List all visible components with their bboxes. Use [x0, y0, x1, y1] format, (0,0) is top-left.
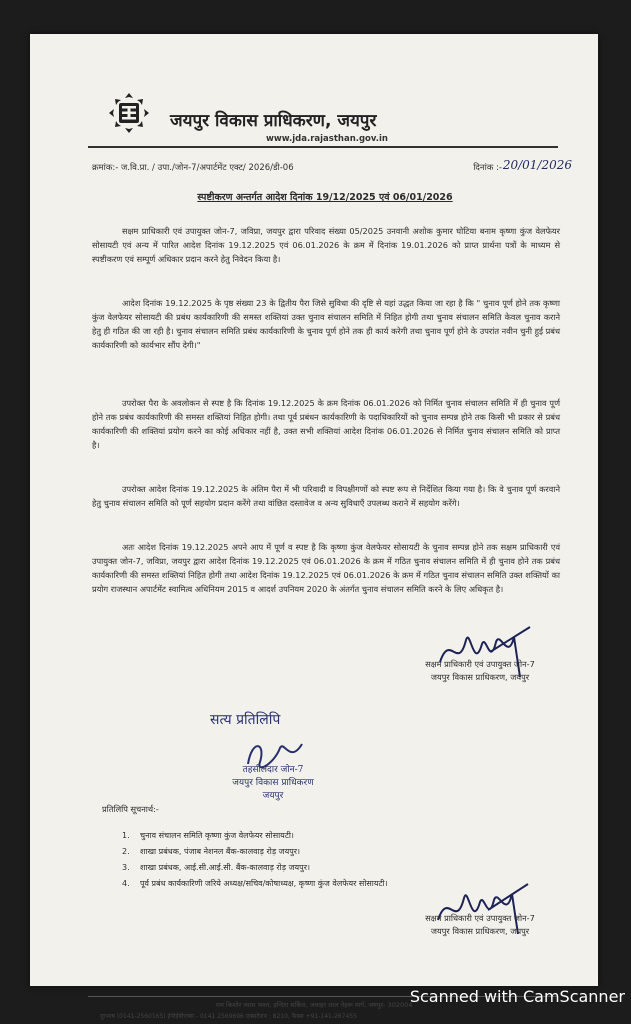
footer-address: राम किशोर व्यास भवन, इन्दिरा सर्किल, जवाहर लाल नेहरू मार्ग, जयपुर- 302004 — [215, 1001, 413, 1009]
signatory-org: जयपुर विकास प्राधिकरण, जयपुर — [430, 926, 530, 936]
paragraph-4: उपरोक्त आदेश दिनांक 19.12.2025 के अंतिम पैरा में भी परिवादी व विपक्षीगणों को स्पष्ट रूप से निर्देशित किया गया है। कि वे चुनाव पूर्ण करवाने हेतु चुनाव संचालन समिति को पूर्ण सहयोग प्रदान करेंगे तथा वांछित दस्तावेज व अन्य सुविधाएँ उपलब्ध कराने में सहयोग करेंगे। — [92, 484, 560, 509]
list-item: 3. शाखा प्रबंधक, आई.सी.आई.सी. बैंक-कालवाड़ रोड़ जयपुर। — [122, 863, 310, 872]
reference-number: क्रमांक:- ज.वि.प्रा. / उपा./जोन-7/अपार्टमेंट एक्ट/ 2026/डी-06 — [92, 163, 294, 173]
list-item: 4. पूर्व प्रबंध कार्यकारिणी जरिये अध्यक्ष/सचिव/कोषाध्यक्ष, कृष्णा कुंज वेलफेयर सोसायटी। — [122, 879, 388, 888]
header-divider — [88, 146, 558, 148]
list-item: 1. चुनाव संचालन समिति कृष्णा कुंज वेलफेयर सोसायटी। — [122, 831, 294, 840]
paragraph-2: आदेश दिनांक 19.12.2025 के पृष्ठ संख्या 23 के द्वितीय पैरा जिसे सुविधा की दृष्टि से यहां उद्धत किया जा रहा है कि " चुनाव पूर्ण होने तक कृष्णा कुंज वेलफेयर सोसायटी की प्रबंध कार्यकारिणी की समस्त शक्तियां उक्त चुनाव संचालन समिति में निहित होगी तथा चुनाव संचालन समिति केवल चुनाव कराने हेतु ही गठित की जा रही है। चुनाव संचालन समिति प्रबंध कार्यकारिणी के चुनाव पूर्ण होने तक ही कार्य करेगी तथा चुनाव पूर्ण होने के उपरांत नवीन चुनी हुई प्रबंध कार्यकारिणी को कार्यभार सौंप देगी।" — [92, 298, 560, 351]
paragraph-3: उपरोक्त पैरा के अवलोकन से स्पष्ट है कि दिनांक 19.12.2025 के क्रम दिनांक 06.01.2026 को निर्मित चुनाव संचालन समिति में ही चुनाव पूर्ण होने तक प्रबंध कार्यकारिणी की समस्त शक्तियां निहित होगी। तथा पूर्व प्रबंधन कार्यकारिणी के पदाधिकारियों को चुनाव सम्पन्न होने तक किसी भी प्रकार से प्रबंध कार्यकारिणी की शक्तियां प्रयोग करने का कोई अधिकार नहीं है, उक्त सभी शक्तियां आदेश दिनांक 06.01.2026 से निर्मित चुनाव संचालन समिति को प्राप्त है। — [92, 398, 560, 451]
tehsildar-line-2: जयपुर विकास प्राधिकरण — [232, 778, 314, 788]
true-copy-stamp: सत्य प्रतिलिपि — [210, 712, 281, 728]
signatory-title: सक्षम प्राधिकारी एवं उपायुक्त जोन-7 — [425, 913, 535, 923]
copy-to-list — [122, 828, 388, 892]
date-label: दिनांक :- — [473, 163, 502, 173]
subject-line: स्पष्टीकरण अन्तर्गत आदेश दिनांक 19/12/2025 एवं 06/01/2026 — [197, 192, 453, 203]
tehsildar-line-1: तहसीलदार जोन-7 — [242, 765, 304, 775]
handwritten-date: 20/01/2026 — [502, 158, 572, 172]
reference-line — [92, 158, 572, 173]
scanner-watermark: Scanned with CamScanner — [409, 987, 625, 1006]
signature-block-2 — [380, 912, 580, 938]
paragraph-5: अतः आदेश दिनांक 19.12.2025 अपने आप में पूर्ण व स्पष्ट है कि कृष्णा कुंज वेलफेयर सोसायटी के चुनाव सम्पन्न होने तक सक्षम प्राधिकारी एवं उपायुक्त जोन-7, जविप्रा, जयपुर द्वारा आदेश दिनांक 19.12.2025 एवं 06.01.2026 के क्रम में गठित चुनाव संचालन समिति में ही चुनाव होने तक प्रबंध कार्यकारिणी की समस्त शक्तियां निहित होगी तथा आदेश दिनांक 19.12.2025 एवं 06.01.2026 के क्रम में गठित चुनाव संचालन समिति उक्त शक्तियों का प्रयोग राजस्थान अपार्टमेंट स्वामित्व अधिनियम 2015 व आदर्श उपनियम 2020 के अंतर्गत चुनाव संचालन समिति करने के लिए अधिकृत है। — [92, 542, 560, 595]
tehsildar-stamp — [208, 764, 338, 803]
footer-contacts: दूरभाष (0141-2560165) ईपीईबीएक्स - 0141 2569696 एक्सटेंशन : 8210, फैक्स +91-141-267455 — [100, 1013, 357, 1020]
copy-to-label: प्रतिलिपि सूचनार्थ:- — [102, 804, 159, 814]
signatory-title: सक्षम प्राधिकारी एवं उपायुक्त जोन-7 — [425, 659, 535, 669]
organization-name: जयपुर विकास प्राधिकरण, जयपुर — [170, 111, 377, 131]
jda-logo-icon — [108, 92, 150, 134]
signature-block-1 — [380, 658, 580, 684]
paragraph-1: सक्षम प्राधिकारी एवं उपायुक्त जोन-7, जविप्रा, जयपुर द्वारा परिवाद संख्या 05/2025 उनवानी अशोक कुमार घोटिया बनाम कृष्णा कुंज वेलफेयर सोसायटी एवं अन्य में पारित आदेश दिनांक 19.12.2025 एवं 06.01.2026 के क्रम में दिनांक 19.01.2026 को प्राप्त प्रार्थना पत्रों के माध्यम से स्पष्टीकरण एवं सम्पूर्ण अधिकार प्रदान करने हेतु निवेदन किया है। — [92, 226, 560, 265]
tehsildar-line-3: जयपुर — [262, 791, 284, 801]
website-url: www.jda.rajasthan.gov.in — [266, 134, 388, 144]
signatory-org: जयपुर विकास प्राधिकरण, जयपुर — [430, 672, 530, 682]
list-item: 2. शाखा प्रबंधक, पंजाब नेशनल बैंक-कालवाड़ रोड़ जयपुर। — [122, 847, 301, 856]
